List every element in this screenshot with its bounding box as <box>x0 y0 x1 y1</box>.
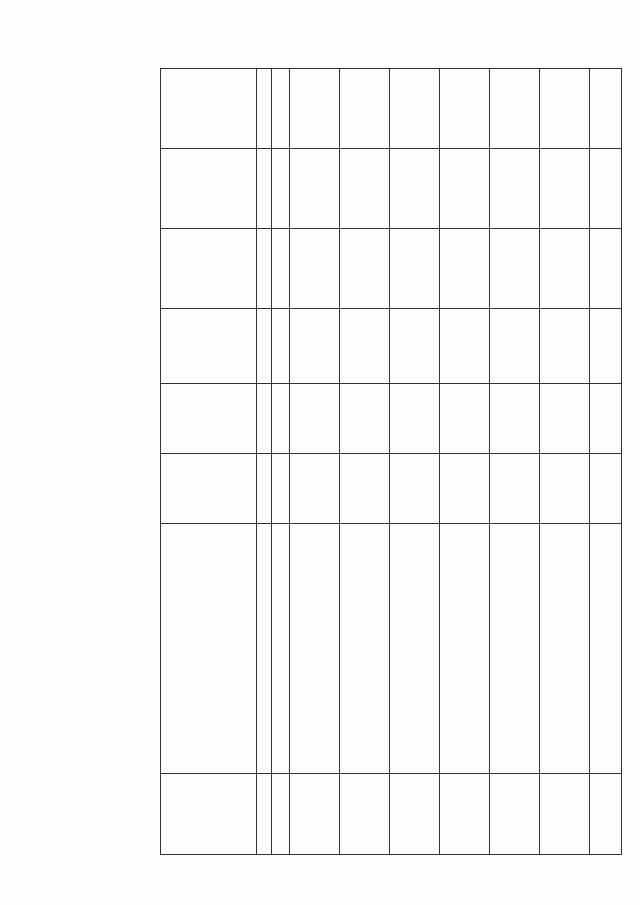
rotated-content <box>10 20 630 895</box>
row-divider <box>339 69 340 854</box>
standards-table <box>160 68 622 855</box>
row-divider <box>439 69 440 854</box>
row-divider <box>256 69 257 854</box>
column-divider <box>161 383 621 384</box>
row-divider <box>539 69 540 854</box>
column-divider <box>161 228 621 229</box>
row-divider <box>589 69 590 854</box>
row-divider <box>389 69 390 854</box>
column-divider <box>161 453 621 454</box>
column-divider <box>161 773 621 774</box>
row-divider <box>271 69 272 854</box>
column-divider <box>161 148 621 149</box>
row-divider <box>289 69 290 854</box>
column-divider <box>161 523 621 524</box>
row-divider <box>489 69 490 854</box>
column-divider <box>161 308 621 309</box>
